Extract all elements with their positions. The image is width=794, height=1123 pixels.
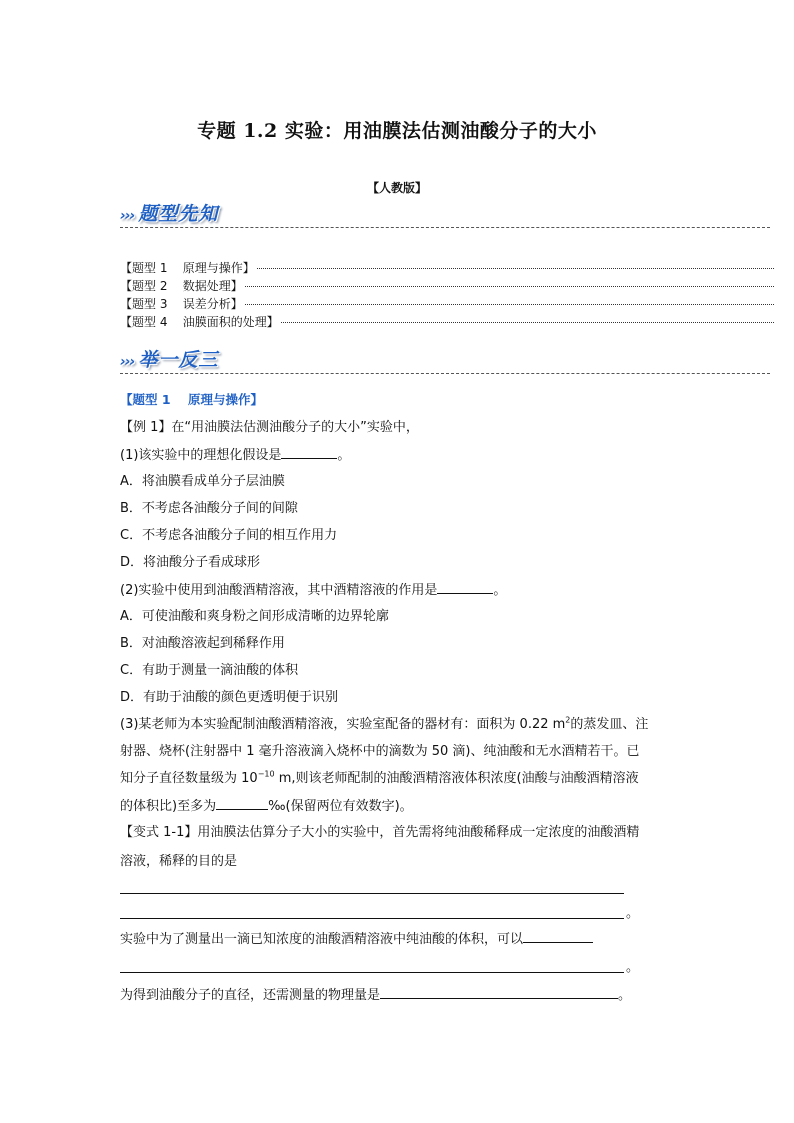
question-1: (1)该实验中的理想化假设是 。 — [120, 445, 350, 465]
period-mark: 。 — [626, 906, 640, 921]
option: C．不考虑各油酸分子间的相互作用力 — [120, 528, 338, 543]
option: A．将油膜看成单分子层油膜 — [120, 474, 285, 489]
arrows-icon: ››› — [120, 208, 135, 224]
answer-line[interactable] — [120, 893, 624, 894]
answer-blank[interactable] — [523, 929, 593, 943]
question-3-line: 的体积比)至多为 ‰(保留两位有效数字)。 — [120, 796, 413, 816]
question-2: (2)实验中使用到油酸酒精溶液，其中酒精溶液的作用是 。 — [120, 580, 506, 600]
arrows-icon: ››› — [120, 354, 135, 370]
option: B．对油酸溶液起到稀释作用 — [120, 636, 285, 651]
toc-item[interactable]: 【题型 3 误差分析】 — [120, 295, 774, 313]
banner-label — [120, 345, 218, 372]
variant-line: 为得到油酸分子的直径，还需测量的物理量是 。 — [120, 985, 631, 1005]
variant-line: 溶液，稀释的目的是 — [120, 854, 238, 869]
banner-examples — [120, 346, 770, 376]
banner-label — [120, 199, 218, 226]
option: B．不考虑各油酸分子间的间隙 — [120, 501, 298, 516]
answer-blank[interactable] — [281, 445, 337, 459]
toc-item[interactable]: 【题型 4 油膜面积的处理】 — [120, 313, 774, 331]
toc-item[interactable]: 【题型 1 原理与操作】 — [120, 259, 774, 277]
answer-blank[interactable] — [437, 580, 493, 594]
divider — [120, 227, 770, 228]
banner-text: 举一反三 — [138, 349, 219, 371]
table-of-contents — [120, 259, 774, 331]
page-title: 专题 1.2 实验：用油膜法估测油酸分子的大小 — [197, 120, 597, 142]
example-intro: 【例 1】在“用油膜法估测油酸分子的大小”实验中， — [120, 420, 419, 435]
answer-line[interactable] — [120, 972, 624, 973]
banner-question-types — [120, 200, 770, 230]
question-3-line: 知分子直径数量级为 $10^{-10}$ m,则该老师配制的油酸酒精溶液体积浓度(油酸与油酸酒精溶液 — [120, 769, 639, 786]
leader-dots — [245, 304, 774, 305]
question-3-line: (3)某老师为本实验配制油酸酒精溶液，实验室配备的器材有：面积为 0.22 $m^2$的蒸发皿、注 — [120, 715, 649, 732]
divider — [120, 373, 770, 374]
option: A．可使油酸和爽身粉之间形成清晰的边界轮廓 — [120, 609, 389, 624]
answer-blank[interactable] — [380, 985, 618, 999]
option: D．将油酸分子看成球形 — [120, 555, 261, 570]
section-heading: 【题型 1 原理与操作】 — [120, 392, 263, 407]
question-3-line: 射器、烧杯(注射器中 1 毫升溶液滴入烧杯中的滴数为 50 滴)、纯油酸和无水酒精若干。已 — [120, 744, 640, 759]
banner-text: 题型先知 — [138, 203, 219, 225]
option: C．有助于测量一滴油酸的体积 — [120, 663, 299, 678]
leader-dots — [281, 322, 774, 323]
variant-line: 【变式 1-1】用油膜法估算分子大小的实验中，首先需将纯油酸稀释成一定浓度的油酸酒精 — [120, 825, 640, 840]
answer-line[interactable] — [120, 918, 624, 919]
edition-label: 【人教版】 — [366, 181, 427, 195]
leader-dots — [257, 268, 774, 269]
toc-item[interactable]: 【题型 2 数据处理】 — [120, 277, 774, 295]
period-mark: 。 — [626, 960, 640, 975]
answer-blank[interactable] — [216, 796, 268, 810]
leader-dots — [245, 286, 774, 287]
option: D．有助于油酸的颜色更透明便于识别 — [120, 690, 339, 705]
variant-line: 实验中为了测量出一滴已知浓度的油酸酒精溶液中纯油酸的体积，可以 — [120, 929, 593, 949]
